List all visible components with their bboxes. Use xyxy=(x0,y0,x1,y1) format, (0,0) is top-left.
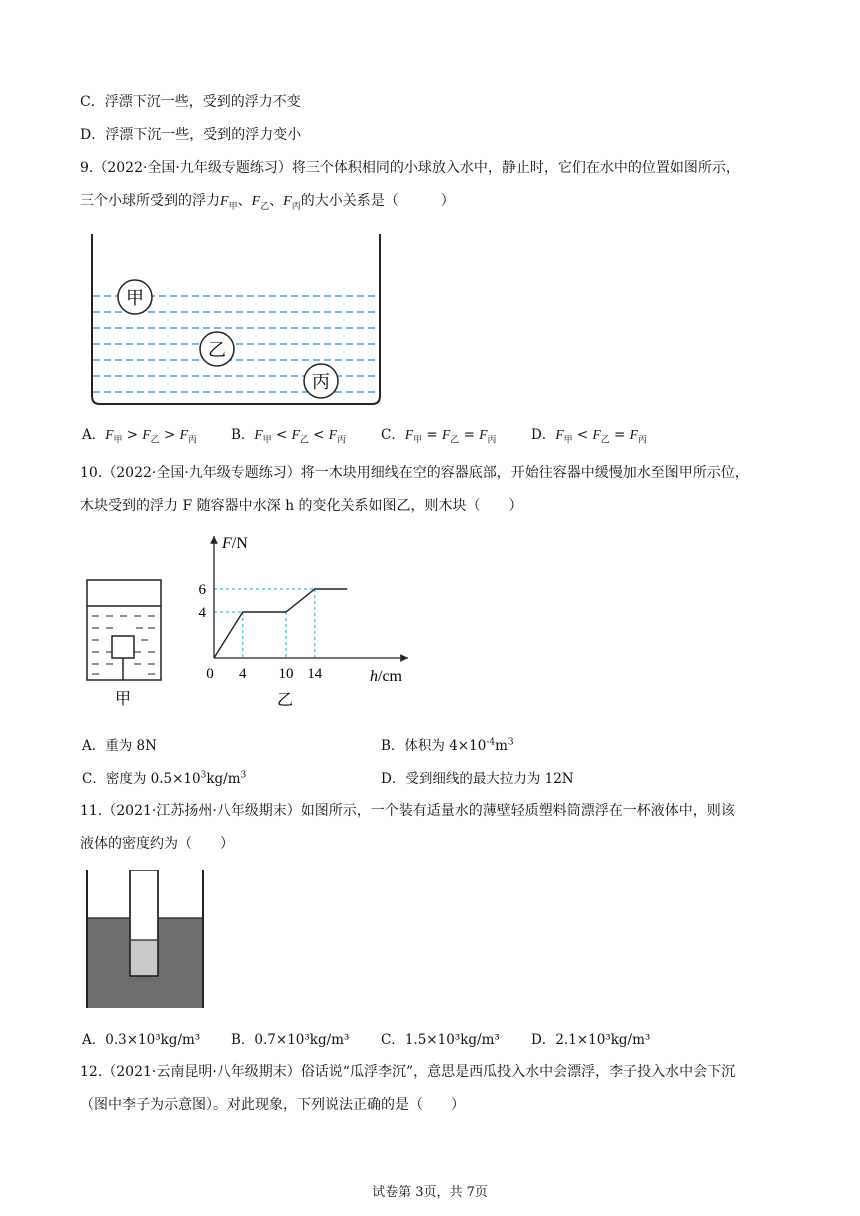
q10-stem-line1: 10.（2022·全国·九年级专题练习）将一木块用细线在空的容器底部，开始往容器中缓慢加水至图甲所示位， xyxy=(80,465,749,481)
q11-stem-line1: 11.（2021·江苏扬州·八年级期末）如图所示，一个装有适量水的薄壁轻质塑料筒漂浮在一杯液体中，则该 xyxy=(80,803,735,819)
q8-option-d: D．浮漂下沉一些，受到的浮力变小 xyxy=(80,127,302,143)
q9-option-d: D．$F_甲 < F_乙 = F_丙$ xyxy=(531,427,647,446)
x-tick-14: 14 xyxy=(307,666,323,682)
x-tick-4: 4 xyxy=(239,666,247,682)
page-footer: 试卷第 3页，共 7页 xyxy=(372,1185,488,1200)
x-axis-label: h/cm xyxy=(370,668,402,685)
q11-stem-line2: 液体的密度约为（ ） xyxy=(80,836,234,852)
q11-option-a: A．0.3×10³kg/m³ xyxy=(82,1032,201,1048)
svg-text:丙: 丙 xyxy=(312,372,330,392)
q10-stem-line2: 木块受到的浮力 F 随容器中水深 h 的变化关系如图乙，则木块（ ） xyxy=(80,498,523,514)
svg-text:乙: 乙 xyxy=(276,692,294,708)
q9-beaker-figure xyxy=(86,230,386,410)
q9-option-a: A．$F_甲 > F_乙 > F_丙$ xyxy=(82,427,197,446)
ball-jia xyxy=(118,280,152,314)
svg-text:甲: 甲 xyxy=(114,691,132,708)
q10-option-d: D．受到细线的最大拉力为 12N xyxy=(381,771,574,787)
q12-stem-line2: （图中李子为示意图）。对此现象，下列说法正确的是（ ） xyxy=(80,1097,465,1113)
q10-option-a: A．重为 8N xyxy=(82,738,157,754)
ball-bing xyxy=(304,364,338,398)
series-line xyxy=(214,589,347,658)
y-axis-label: F/N xyxy=(222,535,248,552)
q11-floating-tube-figure xyxy=(85,870,205,1010)
q12-stem-line1: 12.（2021·云南昆明·八年级期末）俗话说“瓜浮李沉”，意思是西瓜投入水中会漂浮，李子投入水中会下沉 xyxy=(80,1064,736,1080)
q11-option-d: D．2.1×10³kg/m³ xyxy=(531,1032,651,1048)
svg-text:甲: 甲 xyxy=(126,288,144,308)
q9-stem-line1: 9.（2022·全国·九年级专题练习）将三个体积相同的小球放入水中，静止时，它们在水中的位置如图所示， xyxy=(80,160,740,176)
q10-container-figure xyxy=(86,578,162,708)
q10-option-b: B．体积为 $4\times 10^{-4}m^3$ xyxy=(381,737,514,754)
svg-text:乙: 乙 xyxy=(208,340,226,360)
x-tick-0: 0 xyxy=(206,666,214,682)
x-tick-10: 10 xyxy=(278,666,294,682)
q9-stem-line2: 三个小球所受到的浮力$F_甲$、$F_乙$、$F_丙$的大小关系是（ ） xyxy=(80,193,455,212)
q9-option-c: C．$F_甲 = F_乙 = F_丙$ xyxy=(381,427,497,446)
q11-option-b: B．0.7×10³kg/m³ xyxy=(231,1032,350,1048)
y-tick-4: 4 xyxy=(198,605,206,621)
q9-option-b: B．$F_甲 < F_乙 < F_丙$ xyxy=(231,427,347,446)
q10-force-depth-chart xyxy=(186,530,416,708)
q8-option-c: C．浮漂下沉一些，受到的浮力不变 xyxy=(80,94,301,110)
q10-option-c: C．密度为 $0.5\times 10^3kg/m^3$ xyxy=(82,770,247,787)
ball-yi xyxy=(200,332,234,366)
y-tick-6: 6 xyxy=(198,582,206,598)
q11-option-c: C．1.5×10³kg/m³ xyxy=(381,1032,500,1048)
